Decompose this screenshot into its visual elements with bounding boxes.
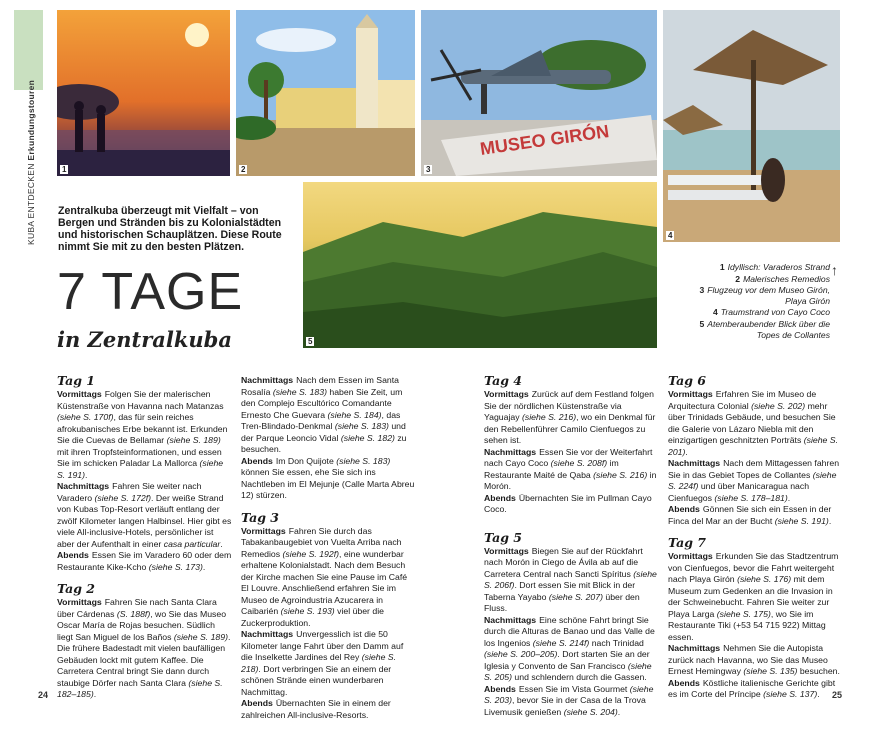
text: , bevor Sie in der Casa de la Trova Livemusik genießen: [484, 695, 646, 717]
page-ref: (siehe S. 175): [716, 608, 771, 619]
text: können Sie essen, ehe Sie sich ins Nachtleben im El Mejunje (Calle Marta Abreu 12) stürzen.: [241, 467, 415, 500]
photo-number: 4: [668, 231, 673, 240]
time-label: Nachmittags: [484, 614, 537, 625]
caption-text: Malerisches Remedios: [743, 273, 830, 284]
time-label: Abends: [57, 550, 89, 560]
time-label: Vormittags: [57, 597, 102, 607]
day-heading: Tag 5: [484, 529, 522, 545]
page-ref: (siehe S. 205): [484, 660, 652, 682]
text: Fahren Sie weiter nach Varadero: [57, 481, 202, 503]
day-1-text: [57, 389, 232, 573]
photo-number: 2: [241, 165, 246, 174]
time-label: Vormittags: [484, 545, 529, 556]
text: . Der weiße Strand von Kubas Top-Resort verläuft entlang der zwölf Kilometer langen Halbinsel. Hier gibt es viele All-inclusive-Hotels, persönlicher ist aber der Aufenthalt in einer: [57, 492, 232, 549]
text: besuchen.: [797, 666, 840, 676]
day-3-text: [241, 526, 416, 722]
time-label: Vormittags: [668, 389, 713, 399]
page-ref: (siehe S. 200–205): [484, 649, 558, 659]
time-label: Vormittags: [241, 525, 286, 536]
text: Essen Sie im Varadero 60 oder dem Restaurante Kike-Kcho: [57, 550, 232, 572]
text: Essen Sie vor der Weiterfahrt nach Cayo Coco: [484, 446, 653, 468]
caption-2: [680, 274, 830, 285]
text: .: [828, 515, 832, 526]
text: Im Don Quijote: [275, 455, 337, 466]
day-2-afternoon: [241, 375, 416, 502]
text: . Dort verbringen Sie an einem der schönen Strände einen wunderbaren Nachmittag.: [241, 663, 392, 697]
page-ref: (siehe S. 214f): [532, 637, 590, 648]
day-heading: Tag 7: [668, 535, 706, 550]
page-ref: (siehe S. 182): [340, 432, 395, 443]
caption-text: Idyllisch: Varaderos Strand: [727, 262, 830, 272]
column-1: [57, 373, 232, 709]
text: Erfahren Sie im Museo de Arquitectura Colonial: [668, 389, 817, 411]
column-2: [241, 375, 416, 729]
time-label: Nachmittags: [668, 458, 721, 468]
time-label: Abends: [668, 677, 700, 688]
caption-3: [680, 285, 830, 306]
time-label: Nachmittags: [241, 629, 294, 639]
page-ref: (S. 188f): [116, 608, 151, 619]
page-ref: (siehe S. 204): [563, 706, 618, 717]
chapter-name: Erkundungstouren: [26, 79, 36, 161]
day-heading: Tag 6: [668, 373, 706, 388]
text: Eine schöne Fahrt bringt Sie durch die Alturas de Banao und das Valle de los Ingenios: [484, 614, 655, 648]
arrow-up-icon: ↑: [831, 262, 838, 278]
text: Biegen Sie auf der Rückfahrt nach Morón in Ciego de Ávila ab auf die Carretera Central nach Sancti Spíritus: [484, 545, 643, 579]
page-ref: (siehe S. 172f): [94, 492, 152, 503]
photo-museo-giron: [421, 10, 657, 176]
section-name: KUBA ENTDECKEN: [26, 163, 36, 245]
text: Nach dem Mittagessen fahren Sie in das Gebiet Topes de Collantes: [668, 458, 840, 480]
page-ref: (siehe S. 216): [593, 469, 648, 480]
page-ref: (siehe S. 216): [522, 412, 577, 422]
photo-number: 3: [426, 165, 431, 174]
text: über den Fluss.: [484, 591, 640, 613]
text: nach Trinidad: [589, 637, 644, 648]
photo-remedios: [236, 10, 415, 176]
time-label: Abends: [484, 683, 516, 694]
column-3: [484, 373, 659, 726]
text: Übernachten Sie im Pullman Cayo Coco.: [484, 492, 652, 514]
time-label: Nachmittags: [484, 446, 537, 457]
page-ref: (siehe S. 182–185): [57, 677, 223, 699]
text: und der Parque Leoncio Vidal: [241, 421, 406, 443]
page-ref: (siehe S. 176): [737, 574, 792, 584]
page-title: 7 TAGE: [57, 263, 244, 321]
text: mit ihren Tropfsteinformationen, und essen Sie im schicken Paladar La Mallorca: [57, 446, 222, 468]
text: und über Manicaragua nach Cienfuegos: [668, 481, 810, 503]
caption-number: 4: [713, 307, 718, 318]
text: .: [220, 538, 223, 549]
page-ref: (siehe S. 178–181): [714, 492, 788, 503]
text: , wo Sie das Museo Oscar María de Rojas besuchen. Südlich liegt San Miguel de los Baños: [57, 608, 227, 642]
page-ref: (siehe S. 170f): [57, 412, 114, 422]
column-4: [668, 373, 843, 709]
page-ref: (siehe S. 184): [327, 409, 382, 420]
day-heading: Tag 2: [57, 581, 95, 596]
photo-number: 5: [308, 337, 313, 346]
text: , eine wunderbar erhaltene Kolonialstadt. Nach dem Besuch der Kirche machen Sie eine Pause im Café El Louvre. Anschließend erfahren Sie im Museo de Agroindustria Azucarera in Caibarién: [241, 548, 408, 616]
text: , wo Sie im Restaurante Tiki (+53 54 715 922) Mittag essen.: [668, 608, 826, 642]
day-heading: Tag 3: [241, 509, 279, 525]
text: Erkunden Sie das Stadtzentrum von Cienfuegos, bevor die Fahrt weitergeht nach Playa Girón: [668, 551, 839, 584]
text: Nehmen Sie die Autopista zurück nach Havanna, wo Sie das Museo Ernest Hemingway: [668, 643, 828, 676]
text: haben Sie Zeit, um den Complejo Escultórico Comandante Ernesto Che Guevara: [241, 386, 403, 420]
caption-number: 5: [699, 318, 705, 329]
text: Folgen Sie der malerischen Küstenstraße von Havanna nach Matanzas: [57, 389, 224, 411]
time-label: Vormittags: [57, 389, 102, 399]
day-heading: Tag 1: [57, 373, 95, 388]
page-ref: (siehe S. 208f): [550, 458, 608, 468]
time-label: Abends: [668, 504, 700, 514]
time-label: Abends: [241, 698, 273, 708]
time-label: Abends: [484, 492, 516, 503]
page-ref: (siehe S. 183): [336, 455, 391, 466]
text: Gönnen Sie sich ein Essen in der Finca del Mar an der Bucht: [668, 504, 832, 526]
day-5-text: [484, 546, 659, 719]
text: mehr über Trinidads Gebäude, und besuchen Sie die Galerie von Lázaro Niebla mit den einzigartigen geschnitzten Porträts: [668, 400, 836, 445]
caption-text: Atemberaubender Blick über die Topes de Collantes: [707, 318, 830, 340]
page-ref: (siehe S. 191): [57, 458, 224, 480]
page-ref: (siehe S. 173): [148, 561, 203, 572]
text: . Dort starten Sie an der Iglesia y Convento de San Francisco: [484, 649, 650, 671]
intro-text: Zentralkuba überzeugt mit Vielfalt – von Bergen und Stränden bis zu Kolonialstädten und historischen Schauplätzen. Diese Route nimmt Sie mit zu den besten Plätzen.: [58, 205, 282, 253]
caption-text: Flugzeug vor dem Museo Girón, Playa Girón: [707, 285, 830, 306]
text: im Restaurante Maité de Qaba: [484, 458, 619, 480]
photo-topes-de-collantes: [303, 182, 657, 348]
text: mit dem Museum zum Gedenken an die Invasion in der Schweinebucht. Fahren Sie weiter zur Playa Larga: [668, 574, 833, 619]
page-ref: (siehe S. 137): [763, 689, 818, 699]
text: .: [93, 689, 97, 699]
text: , das Tren-Blindado-Denkmal: [241, 409, 401, 431]
caption-1: [680, 262, 830, 273]
caption-text: Traumstrand von Cayo Coco: [720, 307, 830, 318]
page-ref: (siehe S. 193): [280, 606, 335, 616]
text: in Morón.: [484, 469, 657, 491]
time-label: Vormittags: [484, 389, 529, 399]
text: .: [685, 446, 688, 457]
page-ref: (siehe S. 206f): [484, 568, 657, 590]
text: . Die frühere Badestadt mit vielen baufälligen Gebäuden lockt mit gutem Kaffee. Die Carretera Central bringt Sie dann durch staubige Dörfer nach Santa Clara: [57, 631, 231, 688]
text: Zurück auf dem Festland folgen Sie der nördlichen Küstenstraße via Yaguajay: [484, 389, 654, 422]
text: . Dort essen Sie mit Blick in der Taberna Yayabo: [484, 580, 636, 602]
page-ref: (siehe S. 192f): [282, 548, 340, 559]
page-ref: (siehe S. 203): [484, 683, 654, 705]
text: Übernachten Sie in einem der zahlreichen All-inclusive-Resorts.: [241, 698, 391, 720]
text: .: [617, 706, 621, 717]
text: Köstliche italienische Gerichte gibt es im Corte del Príncipe: [668, 677, 836, 699]
text: Nach dem Essen im Santa Rosalía: [241, 375, 399, 397]
time-label: Abends: [241, 455, 273, 466]
page-ref: (siehe S. 183): [334, 421, 389, 431]
caption-4: [680, 307, 830, 318]
day-heading: Tag 4: [484, 373, 522, 388]
text: , wo ein Denkmal für den Rebellenführer Camilo Cienfuegos zu sehen ist.: [484, 412, 656, 445]
caption-number: 3: [699, 285, 705, 296]
section-label: [26, 80, 36, 245]
page-ref: (siehe S. 218): [241, 652, 397, 674]
page-number-right: 25: [832, 690, 843, 700]
time-label: Nachmittags: [241, 375, 294, 385]
text: Fahren Sie nach Santa Clara über Cárdenas: [57, 597, 217, 619]
text: .: [202, 561, 206, 572]
page-ref: (siehe S. 202): [751, 400, 806, 411]
text: und schlendern durch die Gassen.: [512, 672, 647, 682]
svg-text:MUSEO GIRÓN: MUSEO GIRÓN: [478, 121, 611, 159]
day-6-text: [668, 389, 843, 527]
caption-number: 1: [719, 262, 725, 272]
text: .: [85, 469, 88, 480]
caption-number: 2: [735, 273, 741, 284]
page-ref: (siehe S. 191): [774, 515, 829, 526]
page-ref: (siehe S. 207): [548, 591, 603, 602]
text: Unvergesslich ist die 50 Kilometer lange Fahrt über den Damm auf die Inselkette Jardines del Rey: [241, 629, 404, 662]
text: zu besuchen.: [241, 432, 407, 454]
text: Fahren Sie durch das Tabakanbaugebiet von Vuelta Arriba nach Remedios: [241, 525, 402, 559]
page-subtitle: in Zentralkuba: [57, 327, 232, 352]
text: .: [787, 492, 791, 503]
time-label: Nachmittags: [57, 481, 110, 491]
day-2-morning: [57, 597, 232, 701]
text: Essen Sie im Vista Gourmet: [518, 683, 630, 694]
time-label: Nachmittags: [668, 643, 721, 653]
page-number-left: 24: [38, 690, 49, 700]
photo-varadero-beach: [57, 10, 230, 176]
page-ref: (siehe S. 201): [668, 435, 838, 457]
page-ref: (siehe S. 183): [272, 386, 327, 397]
page-ref: (siehe S. 224f): [668, 469, 837, 491]
page-ref: (siehe S. 189): [173, 631, 228, 642]
day-7-text: [668, 551, 843, 701]
photo-cayo-coco: [663, 10, 840, 242]
section-color-tab: [14, 10, 43, 90]
caption-5: [680, 319, 830, 340]
text: viel über die Zuckerproduktion.: [241, 606, 384, 628]
page-ref: (siehe S. 189): [166, 435, 221, 445]
day-4-text: [484, 389, 659, 516]
page-ref: (siehe S. 135): [743, 666, 798, 676]
photo-captions: [680, 262, 830, 341]
photo-number: 1: [62, 165, 67, 174]
page-ref: casa particular: [163, 538, 221, 549]
time-label: Vormittags: [668, 551, 713, 561]
text: , das für sein reiches afrokubanisches Erbe bekannt ist. Erkunden Sie die Cuevas de Bellamar: [57, 412, 228, 445]
text: .: [817, 689, 820, 699]
